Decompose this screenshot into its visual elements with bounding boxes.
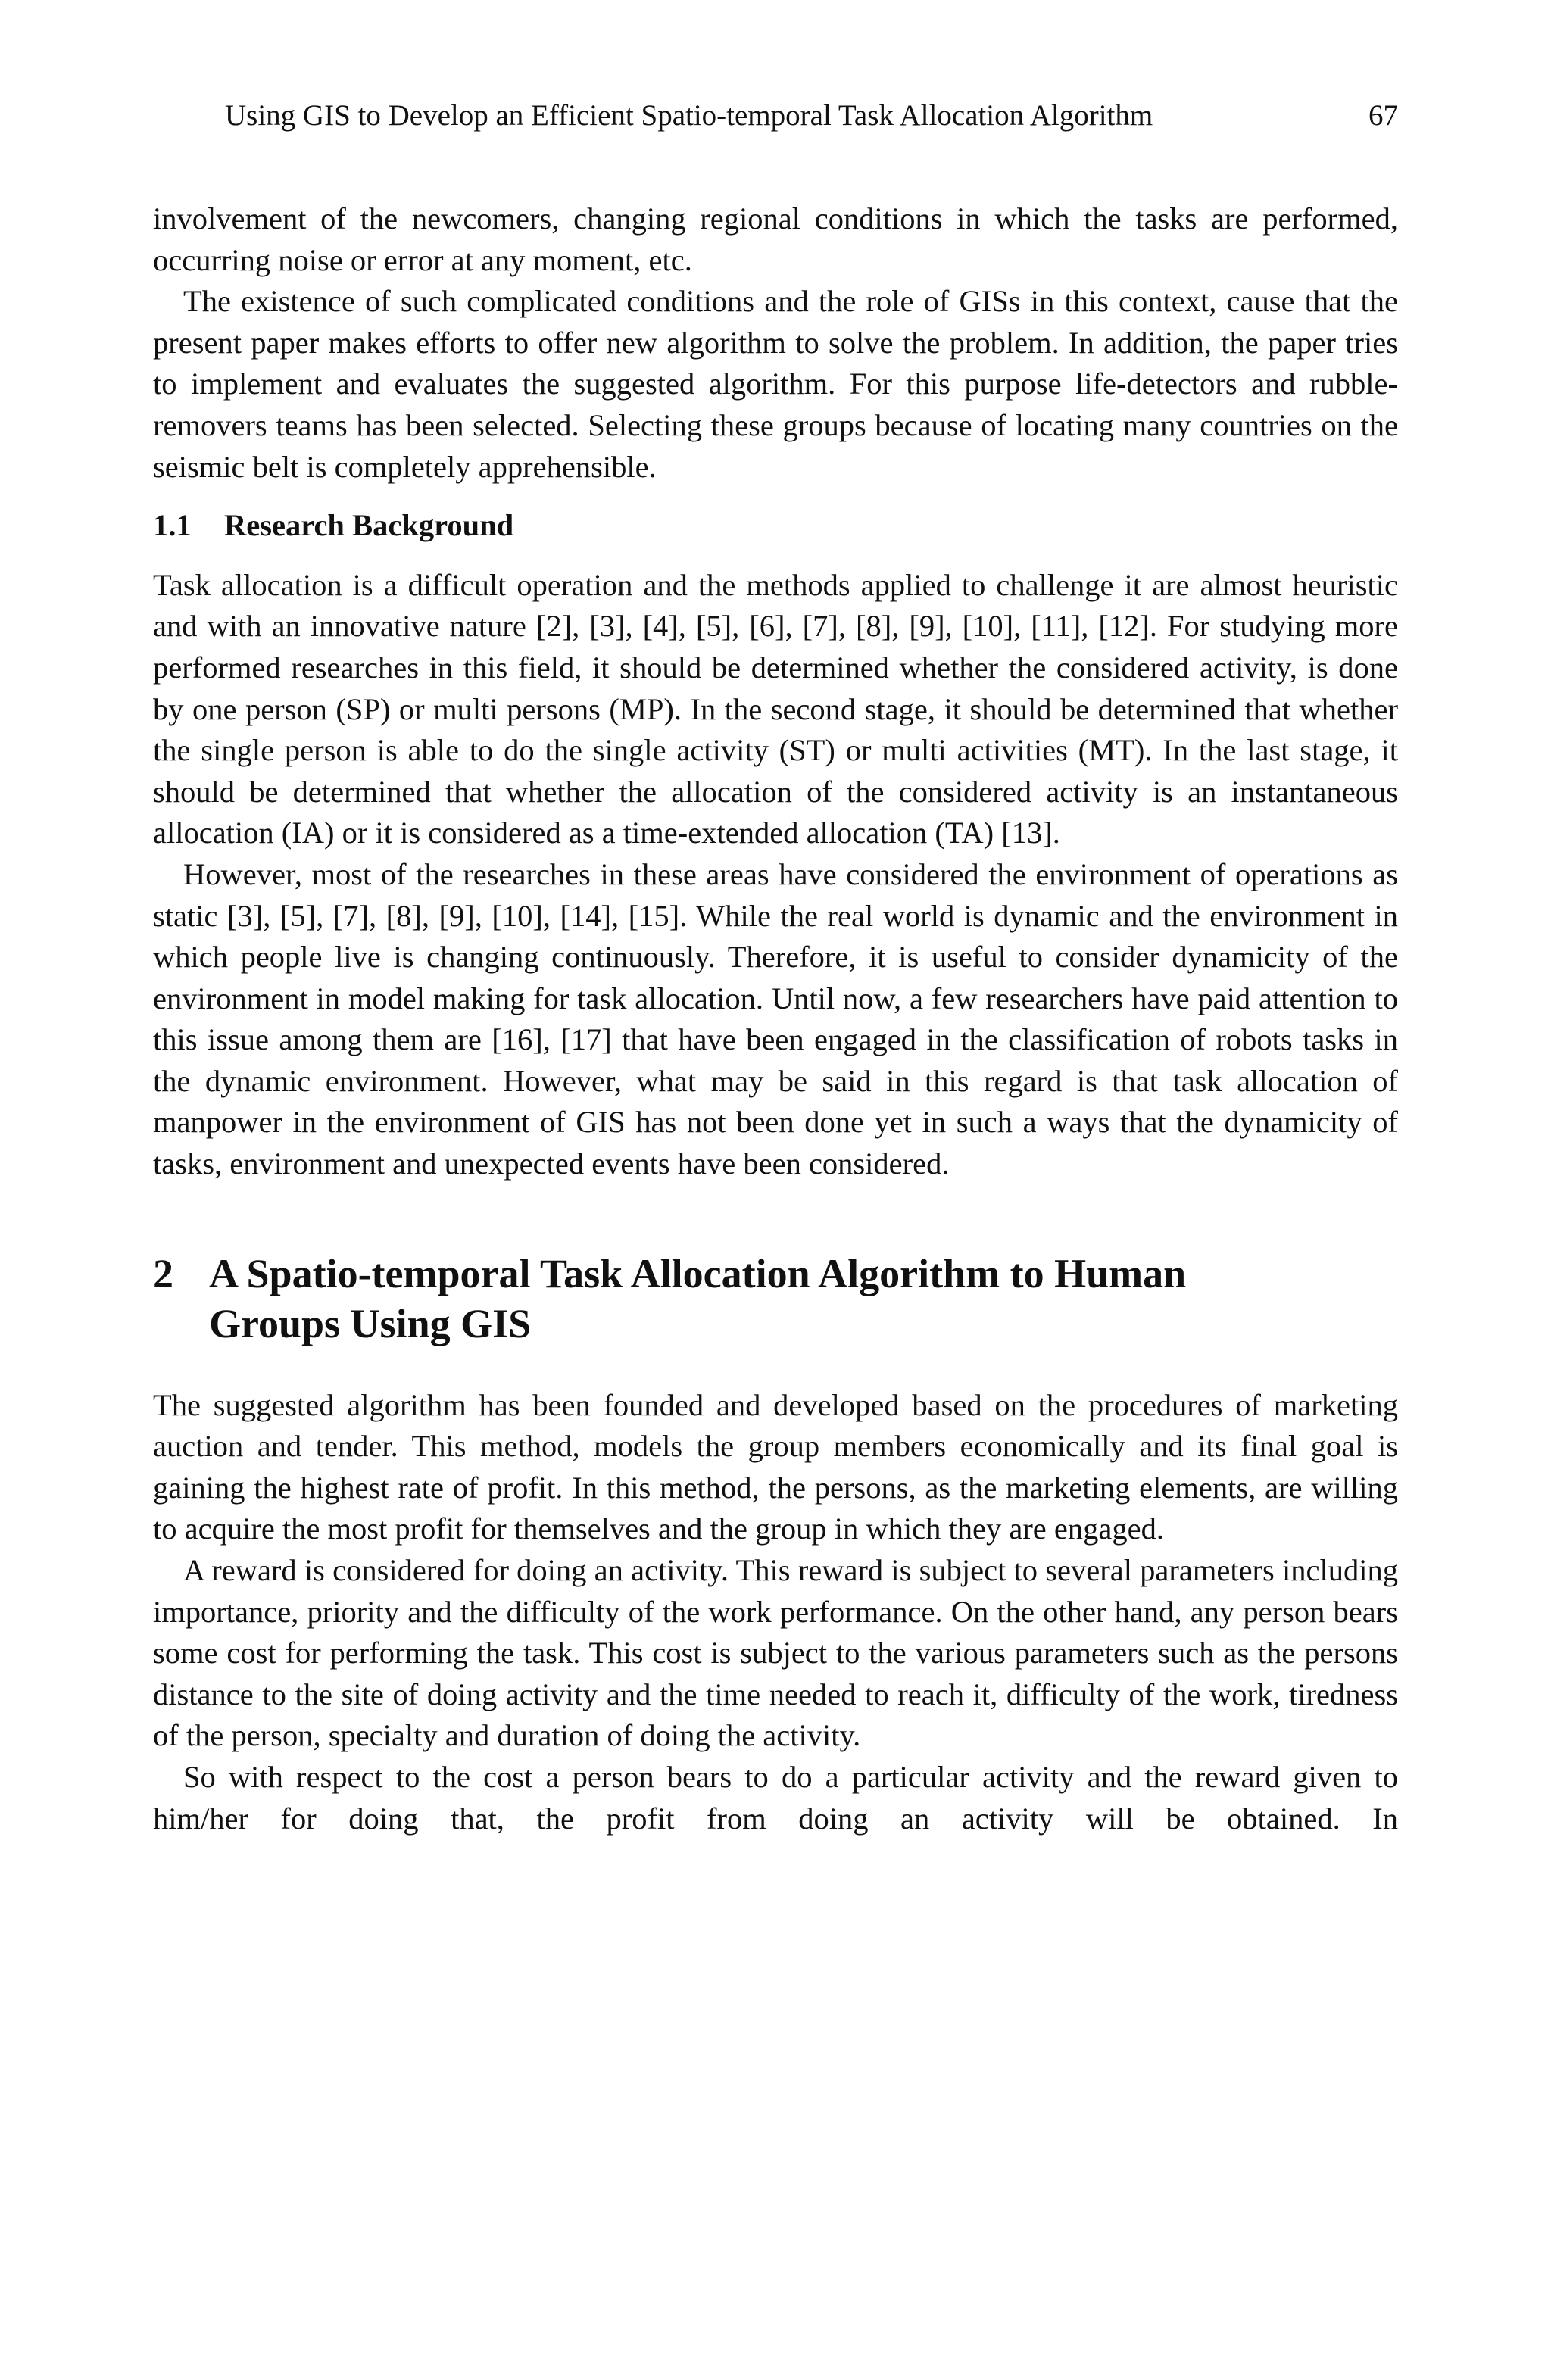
body-paragraph: The existence of such complicated conditions and the role of GISs in this context, cause that the present paper makes efforts to offer new algorithm to solve the problem. In addition, the paper tries to implement and evaluates the suggested algorithm. For this purpose life-detectors and rubble-removers teams has been selected. Selecting these groups because of locating many countries on the seismic belt is completely apprehensible. (153, 284, 1398, 484)
subsection-heading (153, 505, 1398, 547)
page-body (153, 198, 1398, 1839)
body-paragraph: Task allocation is a difficult operation and the methods applied to challenge it are almost heuristic and with an innovative nature [2], [3], [4], [5], [6], [7], [8], [9], [10], [11], [12]. For studying more performed researches in this field, it should be determined whether the considered activity, is done by one person (SP) or multi persons (MP). In the second stage, it should be determined that whether the single person is able to do the single activity (ST) or multi activities (MT). In the last stage, it should be determined that whether the allocation of the considered activity is an instantaneous allocation (IA) or it is considered as a time-extended allocation (TA) [13]. (153, 567, 1398, 850)
body-paragraph: However, most of the researches in these areas have considered the environment of operations as static [3], [5], [7], [8], [9], [10], [14], [15]. While the real world is dynamic and the environment in which people live is changing continuously. Therefore, it is useful to consider dynamicity of the environment in model making for task allocation. Until now, a few researchers have paid attention to this issue among them are [16], [17] that have been engaged in the classification of robots tasks in the dynamic environment. However, what may be said in this regard is that task allocation of manpower in the environment of GIS has not been done yet in such a ways that the dynamicity of tasks, environment and unexpected events have been considered. (153, 856, 1398, 1181)
subsection-title: Research Background (224, 508, 514, 543)
running-header (153, 97, 1398, 135)
running-title: Using GIS to Develop an Efficient Spatio-temporal Task Allocation Algorithm (225, 99, 1153, 132)
page-number: 67 (1368, 99, 1398, 132)
subsection-number: 1.1 (153, 508, 192, 543)
section-title: A Spatio-temporal Task Allocation Algorithm to Human Groups Using GIS (209, 1250, 1187, 1346)
body-paragraph: A reward is considered for doing an activity. This reward is subject to several parameters including importance, priority and the difficulty of the work performance. On the other hand, any person bears some cost for performing the task. This cost is subject to the various parameters such as the persons distance to the site of doing activity and the time needed to reach it, difficulty of the work, tiredness of the person, specialty and duration of doing the activity. (153, 1553, 1398, 1753)
section-number: 2 (153, 1250, 173, 1296)
body-paragraph: The suggested algorithm has been founded and developed based on the procedures of marketing auction and tender. This method, models the group members economically and its final goal is gaining the highest rate of profit. In this method, the persons, as the marketing elements, are willing to acquire the most profit for themselves and the group in which they are engaged. (153, 1387, 1398, 1546)
body-paragraph: So with respect to the cost a person bears to do a particular activity and the reward given to him/her for doing that, the profit from doing an activity will be obtained. In (153, 1760, 1398, 1836)
section-heading (153, 1249, 1398, 1349)
body-paragraph: involvement of the newcomers, changing regional conditions in which the tasks are performed, occurring noise or error at any moment, etc. (153, 201, 1398, 277)
